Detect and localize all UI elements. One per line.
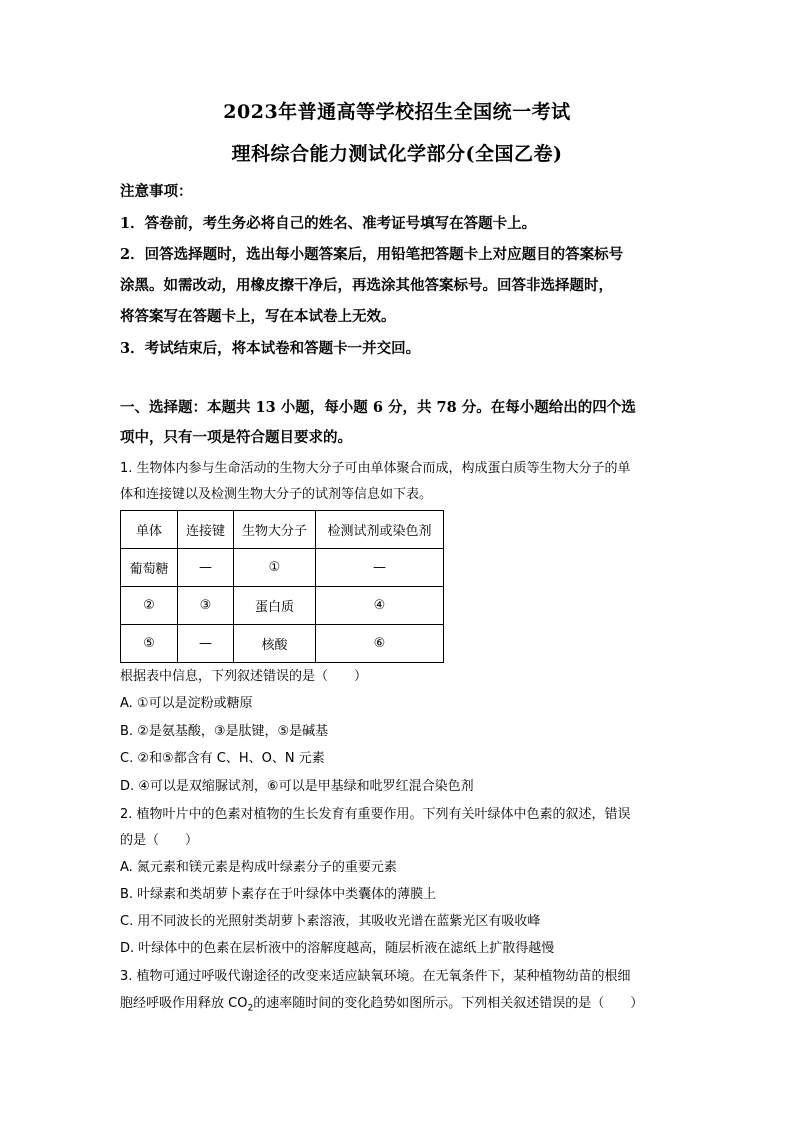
q2-option-a: A. 氮元素和镁元素是构成叶绿素分子的重要元素 [120,860,397,875]
section-heading: 一、选择题：本题共 13 小题，每小题 6 分，共 78 分。在每小题给出的四个选 [120,399,636,416]
section-heading: 项中，只有一项是符合题目要求的。 [120,429,352,446]
table-cell: ④ [316,587,444,625]
q1-option-b: B. ②是氨基酸，③是肽键，⑤是碱基 [120,724,329,739]
notice-heading: 注意事项： [120,183,193,200]
notice-line: 涂黑。如需改动，用橡皮擦干净后，再选涂其他答案标号。回答非选择题时， [120,277,613,294]
q1-option-a: A. ①可以是淀粉或糖原 [120,696,253,711]
table-row [121,587,444,625]
q2-stem: 的是（ ） [120,833,199,848]
q3-stem-line2 [120,992,690,1014]
q1-stem: 1. 生物体内参与生命活动的生物大分子可由单体聚合而成，构成蛋白质等生物大分子的单 [120,461,631,476]
q1-table [120,510,444,663]
table-row [121,549,444,587]
q1-prompt: 根据表中信息，下列叙述错误的是（ ） [120,669,368,684]
table-cell: ⑥ [316,625,444,663]
exam-title: 2023年普通高等学校招生全国统一考试 [223,101,571,123]
table-header-row [121,511,444,549]
table-cell: 核酸 [234,625,316,663]
table-cell: ⑤ [121,625,178,663]
q1-stem: 体和连接键以及检测生物大分子的试剂等信息如下表。 [120,487,433,502]
notice-line: 3．考试结束后，将本试卷和答题卡一并交回。 [120,340,421,357]
table-cell: ② [121,587,178,625]
exam-subtitle: 理科综合能力测试化学部分(全国乙卷) [231,143,563,165]
q2-option-d: D. 叶绿体中的色素在层析液中的溶解度越高，随层析液在滤纸上扩散得越慢 [120,941,555,956]
table-cell: — [178,625,234,663]
q1-option-c: C. ②和⑤都含有 C、H、O、N 元素 [120,751,325,766]
notice-line: 1．答卷前，考生务必将自己的姓名、准考证号填写在答题卡上。 [120,215,537,232]
notice-line: 将答案写在答题卡上，写在本试卷上无效。 [120,308,396,325]
table-cell: ③ [178,587,234,625]
notice-line: 2．回答选择题时，选出每小题答案后，用铅笔把答题卡上对应题目的答案标号 [120,246,624,263]
q3-stem: 3. 植物可通过呼吸代谢途径的改变来适应缺氧环境。在无氧条件下，某种植物幼苗的根细 [120,969,631,984]
table-row [121,625,444,663]
table-cell: — [316,549,444,587]
q2-option-c: C. 用不同波长的光照射类胡萝卜素溶液，其吸收光谱在蓝紫光区有吸收峰 [120,914,541,929]
table-header-cell: 连接键 [178,511,234,549]
table-cell: — [178,549,234,587]
table-cell: ① [234,549,316,587]
table-header-cell: 生物大分子 [234,511,316,549]
q1-option-d: D. ④可以是双缩脲试剂，⑥可以是甲基绿和吡罗红混合染色剂 [120,779,474,794]
q2-option-b: B. 叶绿素和类胡萝卜素存在于叶绿体中类囊体的薄膜上 [120,887,437,902]
q3-subscript: 2 [247,1003,254,1014]
q3-stem-part: 的速率随时间的变化趋势如图所示。下列相关叙述错误的是（ ） [253,996,644,1011]
table-cell: 葡萄糖 [121,549,178,587]
table-header-cell: 单体 [121,511,178,549]
q3-stem-part: 胞经呼吸作用释放 CO [120,996,248,1011]
table-cell: 蛋白质 [234,587,316,625]
q2-stem: 2. 植物叶片中的色素对植物的生长发育有重要作用。下列有关叶绿体中色素的叙述，错误 [120,807,631,822]
table-header-cell: 检测试剂或染色剂 [316,511,444,549]
